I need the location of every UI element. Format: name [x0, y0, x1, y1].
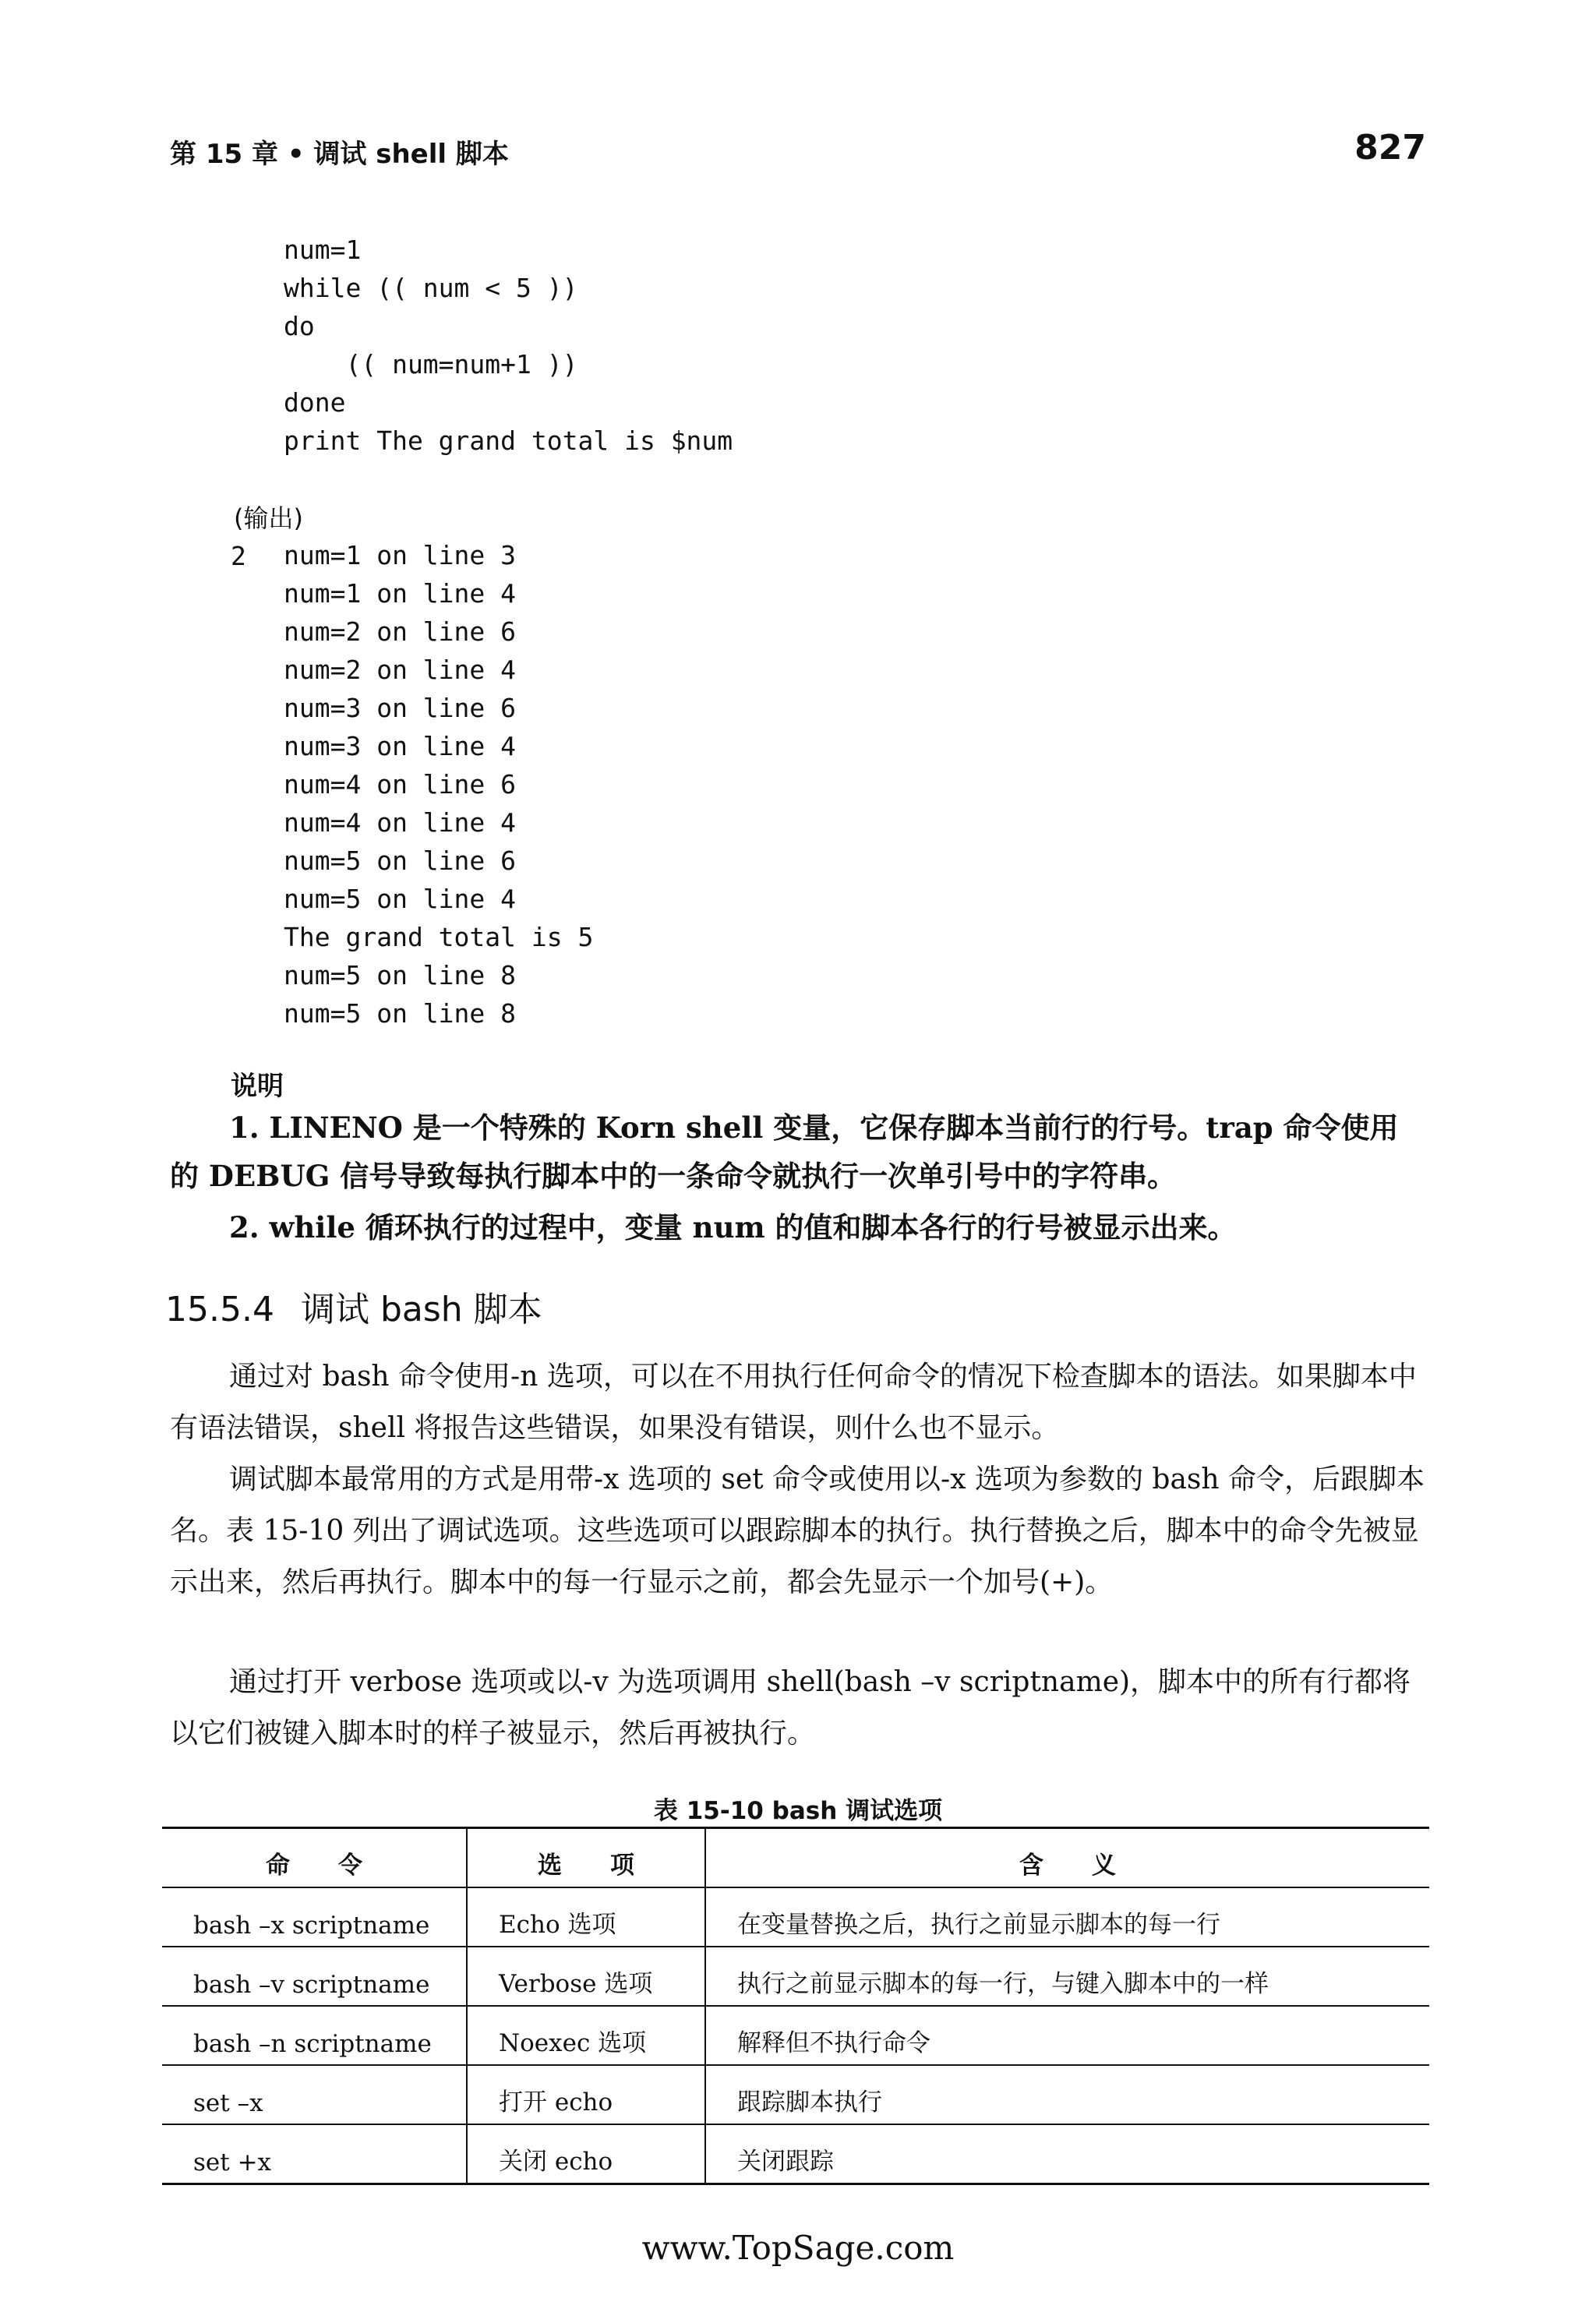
column-header-command: 命 令	[162, 1828, 467, 1888]
command-cell: bash –x scriptname	[162, 1887, 467, 1947]
page-number: 827	[1354, 128, 1426, 168]
table-row	[162, 1887, 1429, 1947]
table-row	[162, 1947, 1429, 2006]
meaning-cell: 跟踪脚本执行	[705, 2065, 1429, 2124]
option-cell: 打开 echo	[467, 2065, 705, 2124]
output-line-number: 2	[231, 541, 246, 571]
command-cell: bash –v scriptname	[162, 1947, 467, 2006]
table-row	[162, 2006, 1429, 2065]
meaning-cell: 解释但不执行命令	[705, 2006, 1429, 2065]
column-header-meaning: 含 义	[705, 1828, 1429, 1888]
option-cell: Verbose 选项	[467, 1947, 705, 2006]
section-title: 调试 bash 脚本	[300, 1290, 542, 1329]
note-item: 2. while 循环执行的过程中，变量 num 的值和脚本各行的行号被显示出来。	[229, 1210, 1237, 1244]
body-paragraph: 调试脚本最常用的方式是用带-x 选项的 set 命令或使用以-x 选项为参数的 bash 命令，后跟脚本名。表 15-10 列出了调试选项。这些选项可以跟踪脚本的执行。执行替换之后，脚本中的命令先被显示出来，然后再执行。脚本中的每一行显示之前，都会先显示一个加号(+)。	[170, 1463, 1425, 1598]
body-paragraph: 通过对 bash 命令使用-n 选项，可以在不用执行任何命令的情况下检查脚本的语法。如果脚本中有语法错误，shell 将报告这些错误，如果没有错误，则什么也不显示。	[170, 1361, 1417, 1444]
body-paragraph: 通过打开 verbose 选项或以-v 为选项调用 shell(bash –v scriptname)，脚本中的所有行都将以它们被键入脚本时的样子被显示，然后再被执行。	[170, 1666, 1411, 1749]
note-item: 1. LINENO 是一个特殊的 Korn shell 变量，它保存脚本当前行的行号。trap 命令使用的 DEBUG 信号导致每执行脚本中的一条命令就执行一次单引号中的字符串。	[170, 1110, 1399, 1193]
output-listing: num=1 on line 3 num=1 on line 4 num=2 on line 6 num=2 on line 4 num=3 on line 6 num=3 on line 4 num=4 on line 6 num=4 on line 4 num=5 on line 6 num=5 on line 4 The grand total is 5 num=5 on line 8 num=5 on line 8	[284, 540, 594, 1029]
meaning-cell: 关闭跟踪	[705, 2124, 1429, 2184]
table-row	[162, 2124, 1429, 2184]
notes-title: 说明	[231, 1071, 284, 1102]
option-cell: 关闭 echo	[467, 2124, 705, 2184]
table-header-row	[162, 1828, 1429, 1888]
code-listing: num=1 while (( num < 5 )) do (( num=num+1 )) done print The grand total is $num	[284, 235, 733, 456]
command-cell: set –x	[162, 2065, 467, 2124]
footer-url: www.TopSage.com	[641, 2229, 955, 2267]
debug-options-table	[162, 1827, 1429, 2185]
section-number: 15.5.4	[165, 1290, 274, 1329]
option-cell: Echo 选项	[467, 1887, 705, 1947]
option-cell: Noexec 选项	[467, 2006, 705, 2065]
table-row	[162, 2065, 1429, 2124]
command-cell: bash –n scriptname	[162, 2006, 467, 2065]
command-cell: set +x	[162, 2124, 467, 2184]
table-caption: 表 15-10 bash 调试选项	[653, 1797, 943, 1825]
meaning-cell: 执行之前显示脚本的每一行，与键入脚本中的一样	[705, 1947, 1429, 2006]
column-header-option: 选 项	[467, 1828, 705, 1888]
meaning-cell: 在变量替换之后，执行之前显示脚本的每一行	[705, 1887, 1429, 1947]
running-header: 第 15 章 • 调试 shell 脚本	[170, 139, 509, 170]
section-heading	[165, 1281, 542, 1331]
output-label: (输出)	[234, 503, 303, 533]
